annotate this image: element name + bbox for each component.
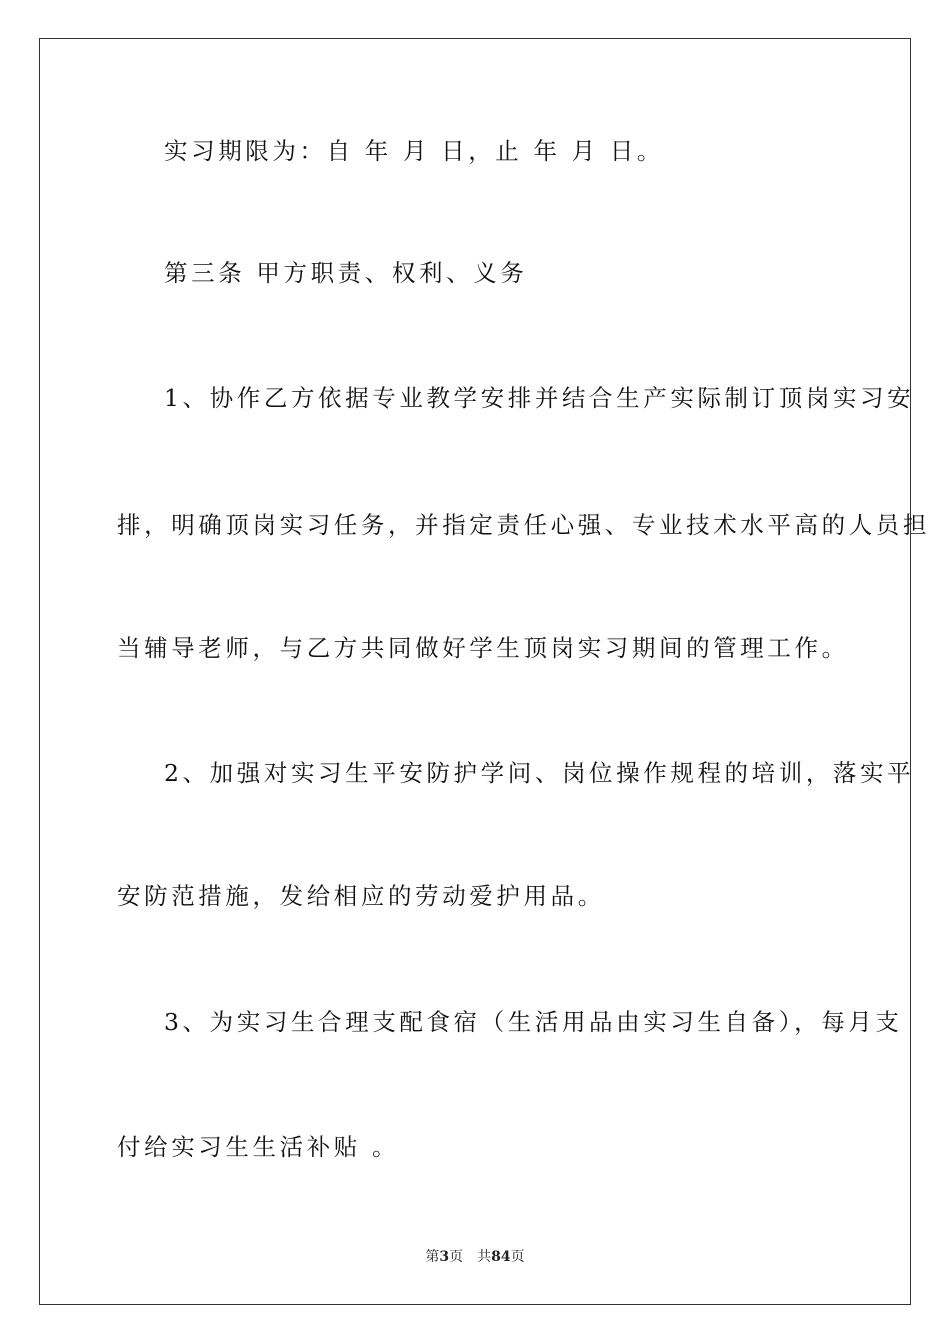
total-suffix: 页	[510, 1249, 525, 1265]
clause-3-line-1: 3、为实习生合理支配食宿（生活用品由实习生自备），每月支	[164, 1008, 903, 1036]
clause-1-line-3: 当辅导老师，与乙方共同做好学生顶岗实习期间的管理工作。	[117, 634, 849, 662]
page-total: 84	[491, 1249, 511, 1265]
clause-1-line-2: 排，明确顶岗实习任务，并指定责任心强、专业技术水平高的人员担	[117, 511, 930, 539]
clause-2-line-2: 安防范措施，发给相应的劳动爱护用品。	[117, 882, 605, 910]
page-suffix: 页	[449, 1249, 464, 1265]
article-three-heading: 第三条 甲方职责、权利、义务	[164, 259, 528, 287]
clause-1-line-1: 1、协作乙方依据专业教学安排并结合生产实际制订顶岗实习安	[164, 384, 915, 412]
clause-3-line-2: 付给实习生生活补贴 。	[117, 1133, 400, 1161]
clause-2-line-1: 2、加强对实习生平安防护学问、岗位操作规程的培训，落实平	[164, 759, 915, 787]
page-current: 3	[439, 1249, 450, 1265]
page-footer	[0, 1248, 950, 1266]
internship-period-line: 实习期限为：自 年 月 日，止 年 月 日。	[164, 137, 665, 165]
total-prefix: 共	[477, 1249, 492, 1265]
page-prefix: 第	[425, 1249, 440, 1265]
page-border	[39, 38, 930, 1305]
